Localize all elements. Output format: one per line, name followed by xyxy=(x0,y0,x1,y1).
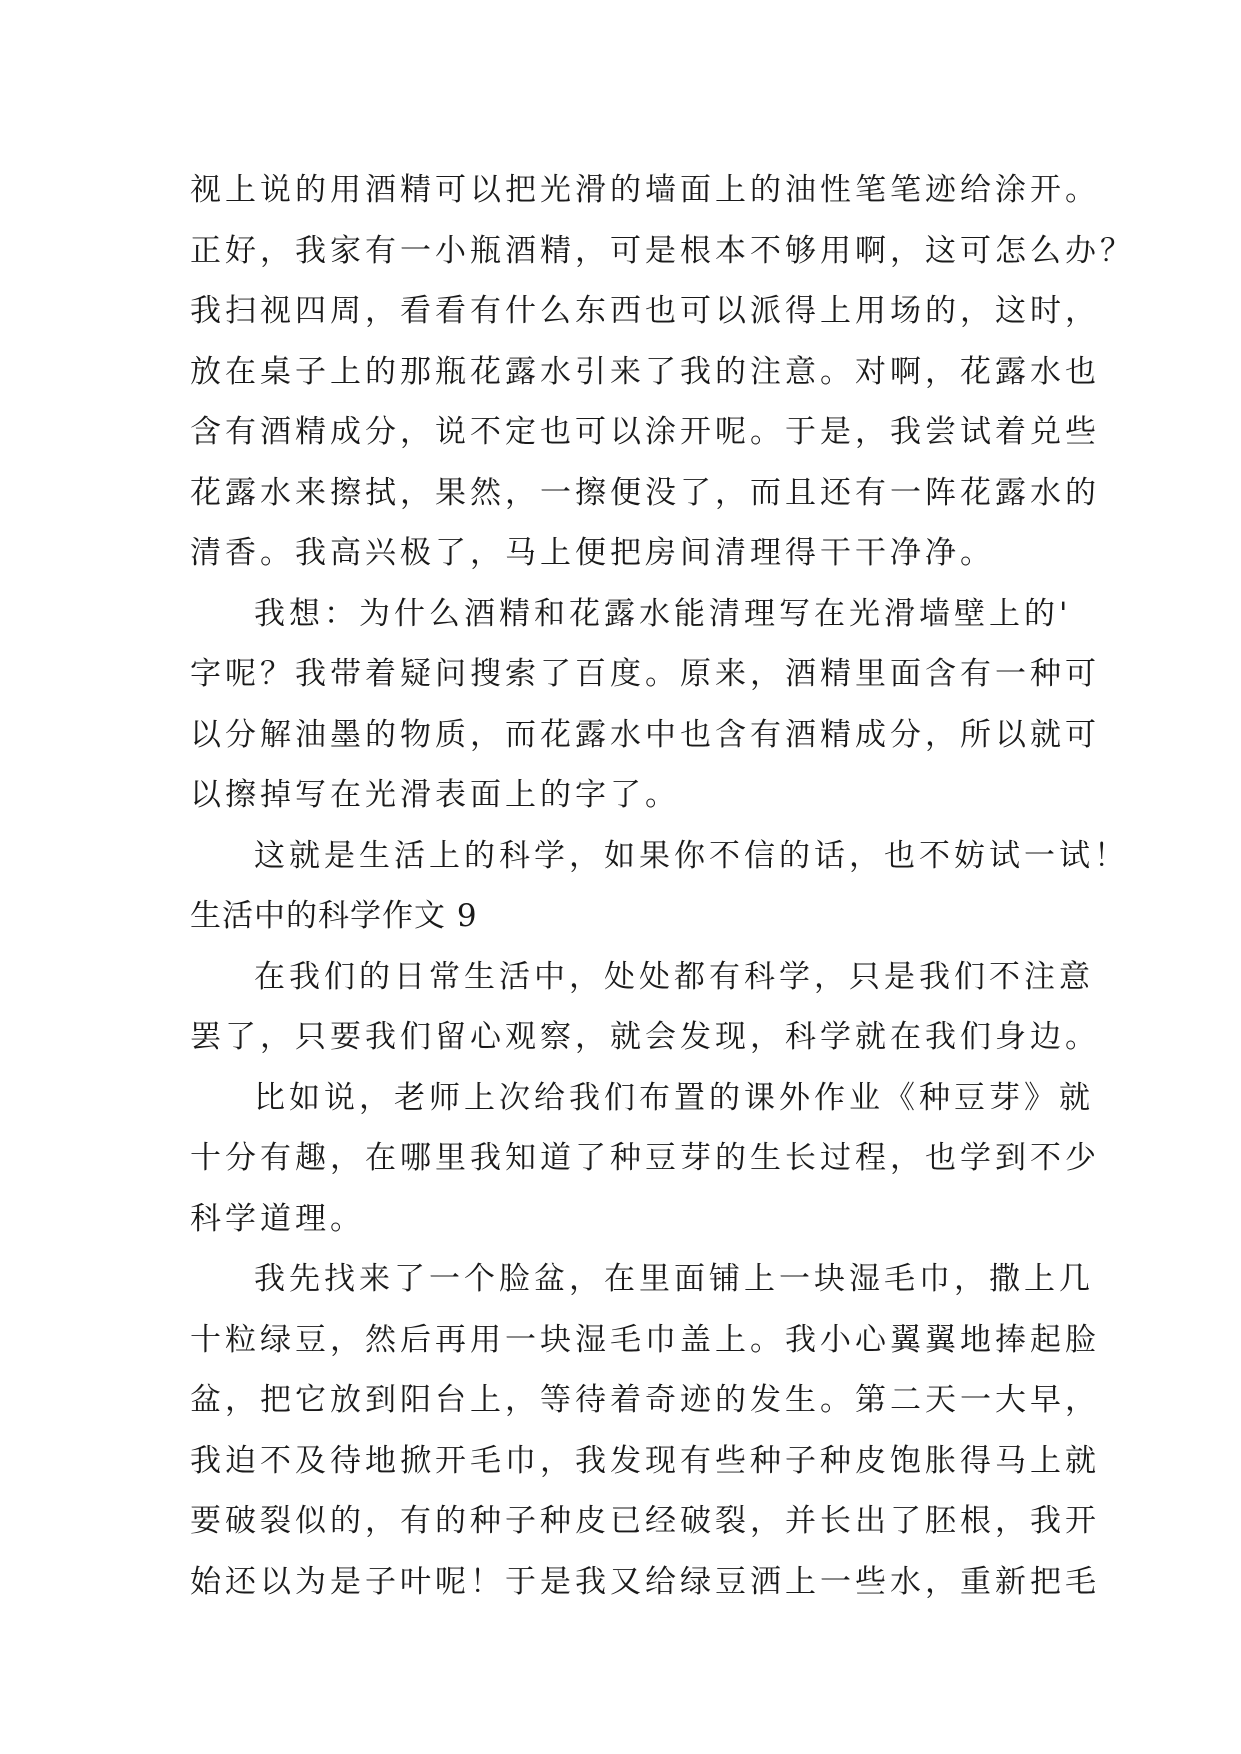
text-line: 始还以为是子叶呢！于是我又给绿豆洒上一些水，重新把毛 xyxy=(190,1563,1100,1600)
document-body xyxy=(190,160,1135,1612)
paragraph-start-line: 在我们的日常生活中，处处都有科学，只是我们不注意 xyxy=(254,958,1094,995)
text-line: 要破裂似的，有的种子种皮已经破裂，并长出了胚根，我开 xyxy=(190,1503,1100,1539)
paragraph-start-line: 比如说，老师上次给我们布置的课外作业《种豆芽》就 xyxy=(254,1079,1094,1116)
text-line: 十分有趣，在哪里我知道了种豆芽的生长过程，也学到不少 xyxy=(190,1140,1100,1176)
text-line: 清香。我高兴极了，马上便把房间清理得干干净净。 xyxy=(190,535,995,571)
text-line: 正好，我家有一小瓶酒精，可是根本不够用啊，这可怎么办？ xyxy=(190,232,1135,269)
paragraph-start-line: 我先找来了一个脸盆，在里面铺上一块湿毛巾，撒上几 xyxy=(254,1261,1094,1297)
text-line: 视上说的用酒精可以把光滑的墙面上的油性笔笔迹给涂开。 xyxy=(190,172,1100,208)
text-line: 花露水来擦拭，果然，一擦便没了，而且还有一阵花露水的 xyxy=(190,474,1100,511)
text-line: 以擦掉写在光滑表面上的字了。 xyxy=(190,777,680,813)
text-line: 科学道理。 xyxy=(190,1200,365,1237)
text-line: 放在桌子上的那瓶花露水引来了我的注意。对啊，花露水也 xyxy=(190,353,1100,390)
text-line: 我扫视四周，看看有什么东西也可以派得上用场的，这时， xyxy=(190,293,1100,329)
text-line: 以分解油墨的物质，而花露水中也含有酒精成分，所以就可 xyxy=(190,716,1100,753)
paragraph-start-line: 这就是生活上的科学，如果你不信的话，也不妨试一试！ xyxy=(254,837,1129,874)
paragraph-start-line: 我想：为什么酒精和花露水能清理写在光滑墙壁上的' xyxy=(254,595,1072,632)
text-line: 字呢？我带着疑问搜索了百度。原来，酒精里面含有一种可 xyxy=(190,656,1100,692)
text-line: 十粒绿豆，然后再用一块湿毛巾盖上。我小心翼翼地捧起脸 xyxy=(190,1321,1100,1358)
text-line: 盆，把它放到阳台上，等待着奇迹的发生。第二天一大早， xyxy=(190,1382,1100,1418)
text-line: 罢了，只要我们留心观察，就会发现，科学就在我们身边。 xyxy=(190,1019,1100,1055)
text-line: 我迫不及待地掀开毛巾，我发现有些种子种皮饱胀得马上就 xyxy=(190,1442,1100,1479)
text-line: 含有酒精成分，说不定也可以涂开呢。于是，我尝试着兑些 xyxy=(190,414,1100,450)
section-heading: 生活中的科学作文 9 xyxy=(190,898,478,934)
